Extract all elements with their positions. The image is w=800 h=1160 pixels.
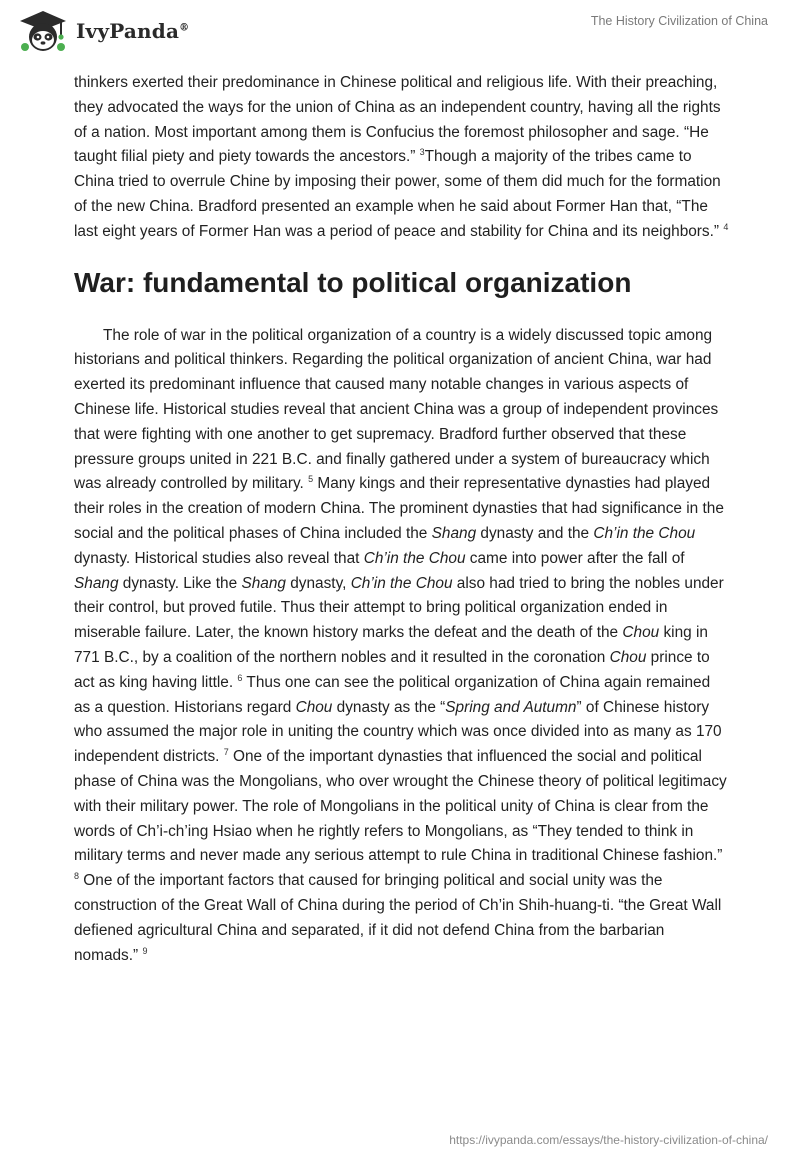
page-header bbox=[0, 0, 800, 64]
footnote-ref[interactable]: 5 bbox=[308, 474, 314, 485]
document-title: The History Civilization of China bbox=[590, 14, 768, 28]
brand-logo[interactable] bbox=[16, 9, 189, 53]
brand-name: IvyPanda® bbox=[76, 19, 190, 43]
section-paragraph: The role of war in the political organization of a country is a widely discussed topic among historians and political thinkers. Regarding the political organization of ancient China, war had exerted its predominant influence that caused many notable changes in various aspects of Chinese life. Historical studies reveal that ancient China was a group of independent provinces that were fighting with one another to get supremacy. Bradford further observed that these pressure groups united in 221 B.C. and finally gathered under a system of bureaucracy which was already controlled by military. $^5$ Many kings and their representative dynasties had played their roles in the creation of modern China. The prominent dynasties that had significance in the social and the political phases of China included the Shang dynasty and the Ch’in the Chou dynasty. Historical studies also reveal that Ch’in the Chou came into power after the fall of Shang dynasty. Like the Shang dynasty, Ch’in the Chou also had tried to bring the nobles under their control, but proved futile. Thus their attempt to bring political organization ended in miserable failure. Later, the known history marks the defeat and the death of the Chou king in 771 B.C., by a coalition of the northern nobles and it resulted in the coronation Chou prince to act as king having little. $^6$ Thus one can see the political organization of China again remained as a question. Historians regard Chou dynasty as the “Spring and Autumn” of Chinese history who assumed the major role in uniting the country which was once divided into as many as 170 independent districts. $^7$ One of the important dynasties that influenced the social and political phase of China was the Mongolians, who over wrought the Chinese theory of political legitimacy with their military power. The role of Mongolians in the political unity of China is clear from the words of Ch’i-ch’ing Hsiao when he rightly refers to Mongolians, as “They tended to think in military terms and never made any serious attempt to rule China in traditional Chinese fashion.” $^8$ One of the important factors that caused for bringing political and social unity was the construction of the Great Wall of China during the period of Ch’in Shih-huang-ti. “the Great Wall defiened agricultural China and separated, if it did not defend China from the barbarian nomads.” $^9$ bbox=[74, 326, 727, 964]
footnote-ref[interactable]: 8 bbox=[74, 870, 80, 881]
footnote-ref[interactable]: 6 bbox=[237, 672, 243, 683]
intro-paragraph: thinkers exerted their predominance in Chinese political and religious life. With their preaching, they advocated the ways for the union of China as an independent country, having all the rights of a nation. Most important among them is Confucius the foremost philosopher and sage. “He taught filial piety and piety towards the ancestors.” $^3$Though a majority of the tribes came to China tried to overrule Chine by imposing their power, some of them did much for the formation of the new China. Bradford presented an example when he said about Former Han that, “The last eight years of Former Han was a period of peace and stability for China and its neighbors.” $^4$ bbox=[74, 74, 729, 240]
source-url[interactable]: https://ivypanda.com/essays/the-history-civilization-of-china/ bbox=[449, 1133, 768, 1147]
footnote-ref[interactable]: 9 bbox=[142, 945, 148, 956]
panda-graduate-icon bbox=[16, 9, 70, 53]
footnote-ref[interactable]: 3 bbox=[419, 147, 425, 158]
footnote-ref[interactable]: 4 bbox=[723, 221, 729, 232]
section-heading: War: fundamental to political organization bbox=[74, 266, 632, 298]
article-body bbox=[74, 71, 730, 968]
footnote-ref[interactable]: 7 bbox=[223, 747, 229, 757]
